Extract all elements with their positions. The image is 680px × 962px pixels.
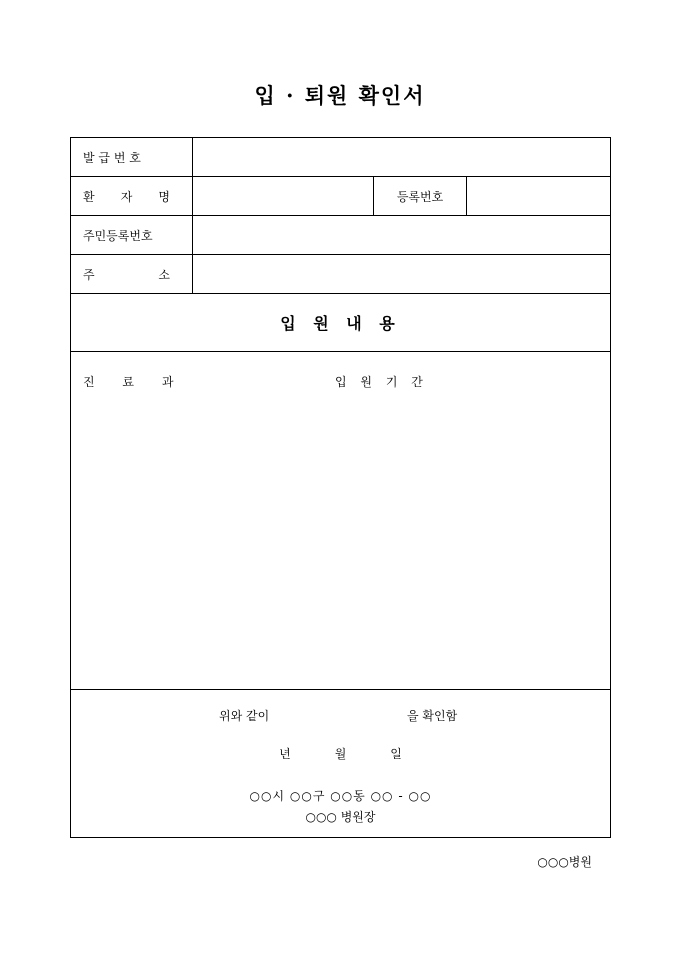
resident-number-label: 주민등록번호 bbox=[71, 216, 193, 254]
confirmation-section bbox=[71, 690, 610, 837]
patient-name-label-char: 자 bbox=[120, 189, 133, 204]
issue-number-label: 발 급 번 호 bbox=[71, 138, 193, 176]
registration-number-label: 등록번호 bbox=[373, 177, 467, 215]
patient-name-label-char: 환 bbox=[83, 189, 95, 204]
issue-date bbox=[71, 745, 610, 762]
date-day-label: 일 bbox=[390, 747, 402, 761]
address-field[interactable] bbox=[193, 255, 610, 293]
confirmation-form bbox=[70, 137, 611, 838]
admission-period-label: 입 원 기 간 bbox=[335, 375, 428, 389]
resident-number-row bbox=[71, 216, 610, 255]
patient-name-label-char: 명 bbox=[158, 189, 170, 204]
address-label-char: 주 bbox=[83, 267, 95, 282]
resident-number-field[interactable] bbox=[193, 216, 610, 254]
admission-details-heading: 입 원 내 용 bbox=[71, 294, 610, 352]
issue-number-field[interactable] bbox=[193, 138, 610, 176]
address-row bbox=[71, 255, 610, 294]
hospital-name: ○○○병원 bbox=[537, 855, 592, 869]
registration-number-field[interactable] bbox=[467, 177, 610, 215]
address-label-char: 소 bbox=[158, 267, 170, 282]
date-year-label: 년 bbox=[279, 747, 291, 761]
hospital-address: ○○시 ○○구 ○○동 ○○ - ○○ bbox=[249, 789, 432, 803]
confirm-text-start: 위와 같이 bbox=[219, 709, 270, 723]
issue-number-row bbox=[71, 138, 610, 177]
document-title: 입 · 퇴원 확인서 bbox=[254, 83, 426, 108]
patient-name-field[interactable] bbox=[193, 177, 373, 215]
address-label bbox=[71, 255, 193, 293]
confirm-text-end: 을 확인함 bbox=[407, 709, 458, 723]
department-label: 진 료 과 bbox=[83, 375, 186, 389]
admission-details-area[interactable] bbox=[71, 352, 610, 690]
patient-name-row bbox=[71, 177, 610, 216]
date-month-label: 월 bbox=[334, 747, 347, 761]
patient-name-label bbox=[71, 177, 193, 215]
hospital-director: ○○○ 병원장 bbox=[305, 810, 376, 824]
